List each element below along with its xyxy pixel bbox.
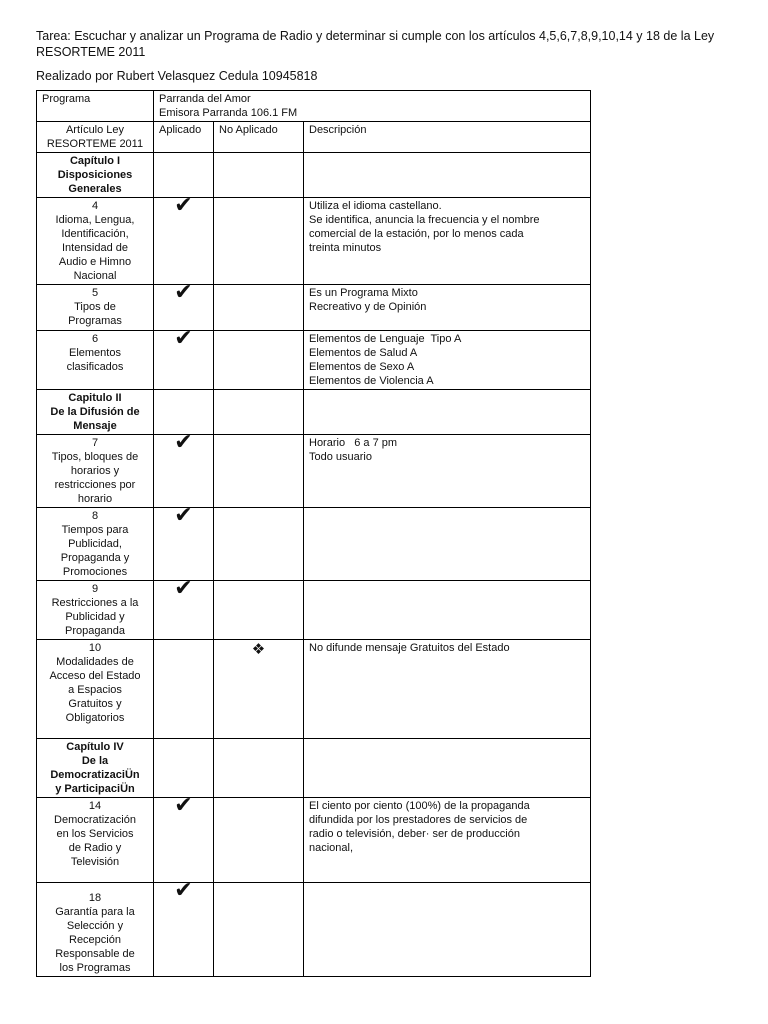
not-applied-cell (214, 435, 304, 508)
checkmark-icon: ✔ (174, 797, 193, 818)
checkmark-icon: ✔ (174, 580, 193, 601)
applied-cell (154, 640, 214, 739)
text-line: comercial de la estación, por lo menos cada (309, 228, 524, 240)
col-header-description: Descripción (304, 122, 591, 153)
description-cell (304, 798, 591, 883)
text-line: No difunde mensaje Gratuitos del Estado (309, 642, 510, 654)
text-line: Mensaje (73, 420, 117, 432)
applied-cell (154, 883, 214, 977)
col-header-article-line1: Artículo Ley (65, 124, 125, 136)
chapter-title (37, 390, 154, 435)
text-line: Es un Programa Mixto (309, 287, 418, 299)
checkmark-icon: ✔ (174, 284, 193, 305)
checkmark-icon: ✔ (174, 330, 193, 351)
text-line: Nacional (73, 270, 117, 282)
text-line: 5 (91, 287, 99, 299)
text-line: Idioma, Lengua, (55, 214, 135, 226)
article-row-5 (37, 285, 591, 331)
program-label: Programa (37, 91, 154, 122)
text-line: 7 (91, 437, 99, 449)
text-line: 10 (88, 642, 102, 654)
text-line: restricciones por (54, 479, 136, 491)
text-line: clasificados (66, 361, 124, 373)
diamond-icon: ❖ (251, 640, 266, 658)
task-line-1: Tarea: Escuchar y analizar un Programa de Radio y determinar si cumple con los artículos 4,5,6,7,8,9,10,14 y 18 de la Ley (36, 29, 715, 43)
empty-cell (304, 390, 591, 435)
not-applied-cell (214, 581, 304, 640)
text-line: Audio e Himno (58, 256, 132, 268)
program-value (154, 91, 591, 122)
article-row-8 (37, 508, 591, 581)
description-cell (304, 331, 591, 390)
empty-cell (154, 739, 214, 798)
not-applied-cell (214, 883, 304, 977)
text-line: horarios y (70, 465, 120, 477)
text-line: radio o televisión, deber· ser de producción (309, 828, 520, 840)
not-applied-cell (214, 285, 304, 331)
description-cell (304, 285, 591, 331)
empty-cell (214, 739, 304, 798)
article-cell (37, 640, 154, 739)
text-line: Acceso del Estado (49, 670, 141, 682)
text-line: Obligatorios (65, 712, 125, 724)
text-line: 6 (91, 333, 99, 345)
text-line: Tipos de (74, 301, 116, 313)
text-line: Tipos, bloques de (51, 451, 139, 463)
chapter-title (37, 739, 154, 798)
task-line-2: RESORTEME 2011 (36, 45, 146, 59)
description-cell (304, 640, 591, 739)
applied-cell (154, 198, 214, 285)
text-line: en los Servicios (56, 828, 134, 840)
article-cell (37, 435, 154, 508)
author-line: Realizado por Rubert Velasquez Cedula 10945818 (36, 69, 318, 83)
text-line: Todo usuario (309, 451, 372, 463)
text-line: Recepción (69, 934, 121, 946)
text-line: 14 (88, 800, 102, 812)
col-header-applied: Aplicado (154, 122, 214, 153)
chapter-title (37, 153, 154, 198)
description-cell (304, 198, 591, 285)
text-line: Identificación, (61, 228, 129, 240)
text-line: Garantía para la (55, 906, 135, 918)
col-header-article-line2: RESORTEME 2011 (46, 138, 144, 150)
article-row-7 (37, 435, 591, 508)
text-line: Selección y (66, 920, 124, 932)
text-line: horario (77, 493, 113, 505)
text-line: DemocratizaciÜn (50, 769, 140, 781)
article-cell (37, 331, 154, 390)
text-line: treinta minutos (309, 242, 382, 254)
col-header-not-applied: No Aplicado (214, 122, 304, 153)
article-cell (37, 285, 154, 331)
applied-cell (154, 285, 214, 331)
text-line: Se identifica, anuncia la frecuencia y el nombre (309, 214, 540, 226)
text-line: Democratización (54, 814, 136, 826)
text-line: Elementos de Lenguaje Tipo A (309, 333, 462, 345)
description-cell (304, 508, 591, 581)
checkmark-icon: ✔ (174, 197, 193, 218)
text-line: Capitulo II (68, 392, 122, 404)
text-line: y ParticipaciÜn (55, 783, 135, 795)
chapter-row (37, 153, 591, 198)
description-cell (304, 883, 591, 977)
text-line: Horario 6 a 7 pm (309, 437, 398, 449)
not-applied-cell (214, 198, 304, 285)
text-line: Recreativo y de Opinión (309, 301, 427, 313)
article-cell (37, 581, 154, 640)
text-line: 4 (91, 200, 99, 212)
empty-cell (304, 153, 591, 198)
program-name: Parranda del Amor (159, 93, 251, 105)
text-line: Elementos de Violencia A (309, 375, 434, 387)
not-applied-cell (214, 508, 304, 581)
text-line: 9 (91, 583, 99, 595)
text-line: a Espacios (68, 684, 122, 696)
text-line: difundida por los prestadores de servicios de (309, 814, 528, 826)
col-header-article (37, 122, 154, 153)
empty-cell (214, 153, 304, 198)
text-line: El ciento por ciento (100%) de la propaganda (309, 800, 530, 812)
not-applied-cell (214, 331, 304, 390)
chapter-row (37, 739, 591, 798)
text-line: nacional, (309, 842, 354, 854)
text-line: Generales (68, 183, 122, 195)
article-cell (37, 798, 154, 883)
description-cell (304, 581, 591, 640)
text-line: Publicidad, (68, 538, 122, 550)
text-line: los Programas (59, 962, 131, 974)
text-line: Televisión (70, 856, 120, 868)
text-line: Publicidad y (65, 611, 125, 623)
text-line: Modalidades de (56, 656, 134, 668)
article-row-9 (37, 581, 591, 640)
checkmark-icon: ✔ (174, 882, 193, 903)
text-line: Responsable de (55, 948, 135, 960)
evaluation-table (36, 90, 591, 977)
text-line: Elementos de Salud A (309, 347, 418, 359)
applied-cell (154, 435, 214, 508)
empty-cell (214, 390, 304, 435)
program-row (37, 91, 591, 122)
empty-cell (304, 739, 591, 798)
text-line: 8 (91, 510, 99, 522)
text-line: Capítulo I (69, 155, 121, 167)
article-row-4 (37, 198, 591, 285)
text-line: Elementos (69, 347, 121, 359)
article-row-18 (37, 883, 591, 977)
text-line: Restricciones a la (51, 597, 139, 609)
empty-cell (154, 153, 214, 198)
description-cell (304, 435, 591, 508)
empty-cell (154, 390, 214, 435)
checkmark-icon: ✔ (174, 507, 193, 528)
checkmark-icon: ✔ (174, 434, 193, 455)
text-line: Programas (68, 315, 122, 327)
text-line: Propaganda (65, 625, 125, 637)
article-row-6 (37, 331, 591, 390)
text-line: Tiempos para (61, 524, 129, 536)
text-line: 18 (88, 892, 102, 904)
text-line: Elementos de Sexo A (309, 361, 415, 373)
text-line: Gratuitos y (68, 698, 122, 710)
article-cell (37, 508, 154, 581)
text-line: Promociones (62, 566, 128, 578)
task-statement (36, 28, 736, 60)
text-line: Propaganda y (60, 552, 130, 564)
applied-cell (154, 331, 214, 390)
not-applied-cell (214, 798, 304, 883)
text-line: Intensidad de (61, 242, 129, 254)
program-station: Emisora Parranda 106.1 FM (159, 107, 298, 119)
applied-cell (154, 581, 214, 640)
text-line: de Radio y (68, 842, 122, 854)
article-cell (37, 883, 154, 977)
article-row-14 (37, 798, 591, 883)
article-cell (37, 198, 154, 285)
text-line: De la Difusión de (50, 406, 140, 418)
article-row-10 (37, 640, 591, 739)
chapter-row (37, 390, 591, 435)
header-row (37, 122, 591, 153)
text-line: Disposiciones (57, 169, 133, 181)
applied-cell (154, 508, 214, 581)
applied-cell (154, 798, 214, 883)
text-line: Utiliza el idioma castellano. (309, 200, 442, 212)
text-line: De la (81, 755, 109, 767)
not-applied-cell (214, 640, 304, 739)
text-line: Capítulo IV (66, 741, 124, 753)
